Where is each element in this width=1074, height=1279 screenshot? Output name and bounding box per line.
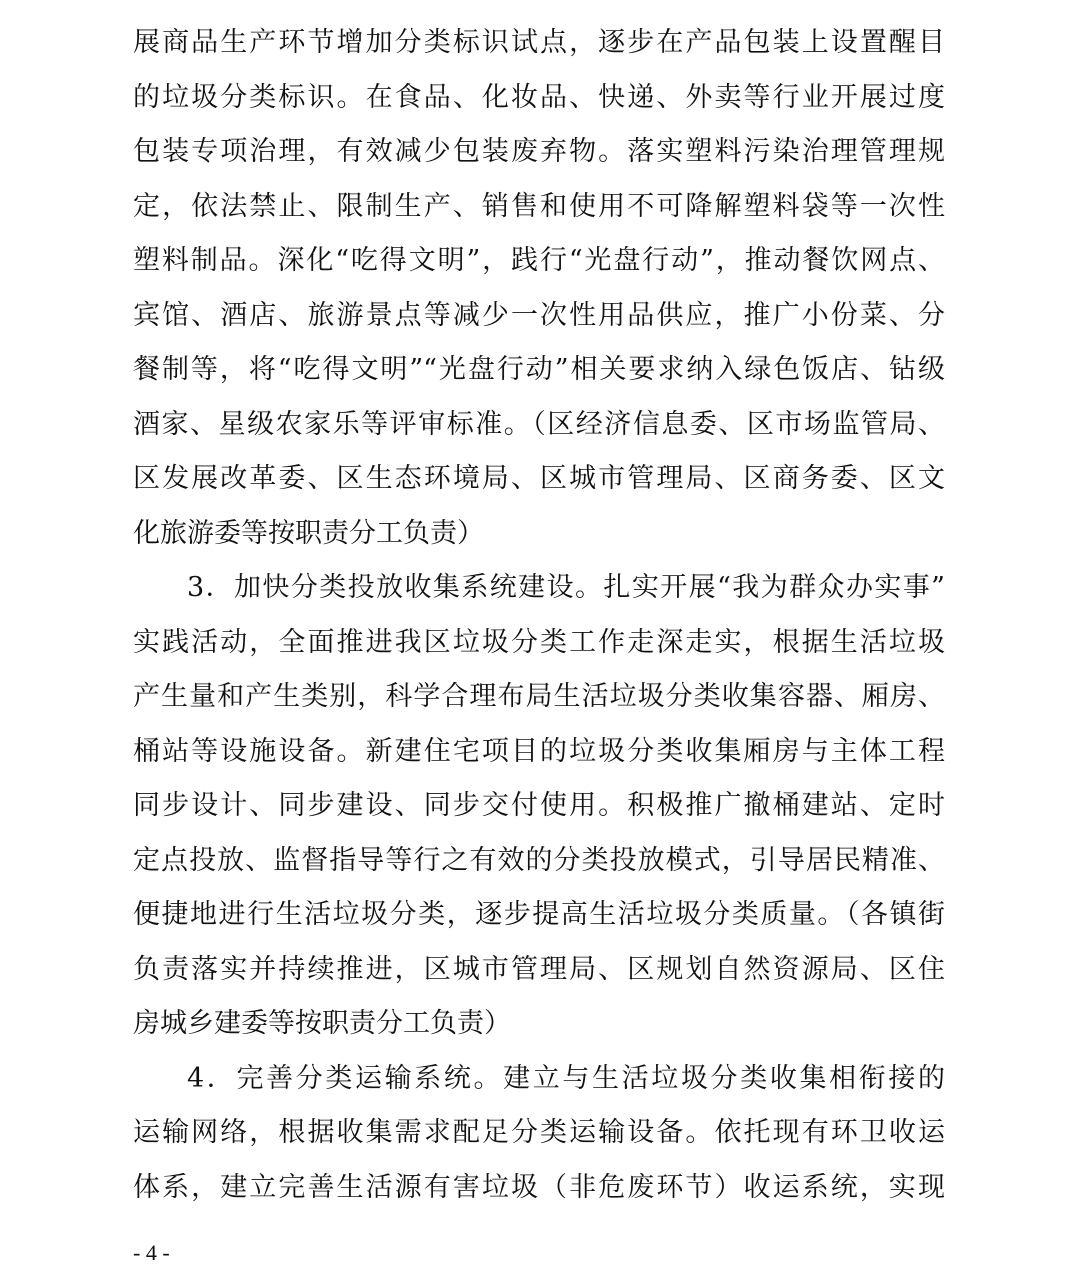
text-line: 的垃圾分类标识。在食品、化妆品、快递、外卖等行业开展过度 — [133, 81, 945, 113]
document-body — [133, 16, 945, 1215]
text-line: 便捷地进行生活垃圾分类，逐步提高生活垃圾分类质量。（各镇街 — [133, 899, 945, 930]
text-line: 桶站等设施设备。新建住宅项目的垃圾分类收集厢房与主体工程 — [133, 735, 945, 767]
text-line: 宾馆、酒店、旅游景点等减少一次性用品供应，推广小份菜、分 — [133, 299, 945, 331]
text-line: 包装专项治理，有效减少包装废弃物。落实塑料污染治理管理规 — [133, 136, 945, 167]
text-line: 实践活动，全面推进我区垃圾分类工作走深走实，根据生活垃圾 — [133, 626, 945, 658]
text-line: 酒家、星级农家乐等评审标准。（区经济信息委、区市场监管局、 — [133, 408, 945, 440]
text-line: 定点投放、监督指导等行之有效的分类投放模式，引导居民精准、 — [133, 844, 945, 876]
text-line: 同步设计、同步建设、同步交付使用。积极推广撤桶建站、定时 — [133, 790, 945, 821]
text-line: 体系，建立完善生活源有害垃圾（非危废环节）收运系统，实现 — [133, 1171, 945, 1203]
text-line: 4．完善分类运输系统。建立与生活垃圾分类收集相衔接的 — [187, 1062, 945, 1094]
text-line: 3．加快分类投放收集系统建设。扎实开展“我为群众办实事” — [187, 572, 945, 603]
paragraph-item-4 — [133, 1052, 945, 1216]
text-line: 化旅游委等按职责分工负责） — [133, 517, 484, 549]
text-line: 负责落实并持续推进，区城市管理局、区规划自然资源局、区住 — [133, 953, 945, 985]
text-line: 展商品生产环节增加分类标识试点，逐步在产品包装上设置醒目 — [133, 27, 945, 58]
page-number: - 4 - — [133, 1240, 170, 1265]
text-line: 塑料制品。深化“吃得文明”，践行“光盘行动”，推动餐饮网点、 — [133, 245, 945, 276]
paragraph-continued — [133, 16, 945, 561]
text-line: 运输网络，根据收集需求配足分类运输设备。依托现有环卫收运 — [133, 1117, 945, 1148]
text-line: 房城乡建委等按职责分工负责） — [133, 1008, 511, 1039]
paragraph-item-3 — [133, 561, 945, 1052]
text-line: 定，依法禁止、限制生产、销售和使用不可降解塑料袋等一次性 — [133, 190, 945, 222]
text-line: 区发展改革委、区生态环境局、区城市管理局、区商务委、区文 — [133, 463, 945, 494]
text-line: 餐制等，将“吃得文明”“光盘行动”相关要求纳入绿色饭店、钻级 — [133, 354, 945, 385]
text-line: 产生量和产生类别，科学合理布局生活垃圾分类收集容器、厢房、 — [133, 681, 945, 712]
